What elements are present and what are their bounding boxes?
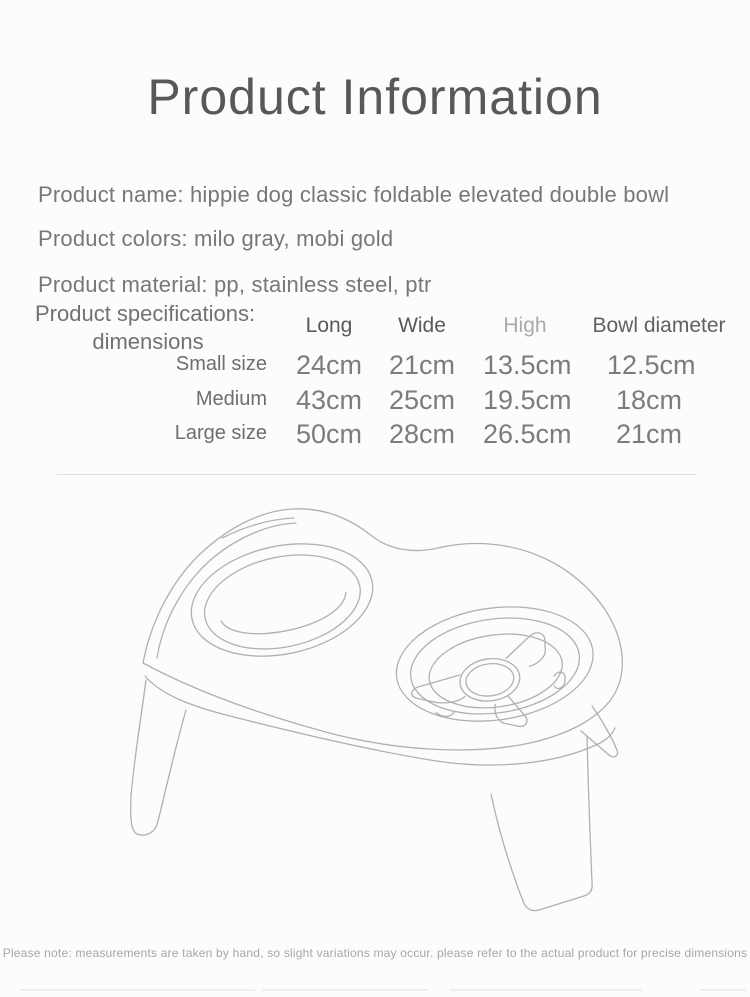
product-name-line: Product name: hippie dog classic foldable elevated double bowl bbox=[38, 182, 670, 207]
product-material-line: Product material: pp, stainless steel, ptr bbox=[38, 272, 432, 297]
left-bowl-hole bbox=[181, 528, 383, 672]
column-header-wide: Wide bbox=[398, 314, 446, 337]
section-divider bbox=[57, 474, 697, 475]
cell-large-high: 26.5cm bbox=[483, 419, 572, 449]
cell-medium-long: 43cm bbox=[295, 385, 363, 415]
page-bottom-divider bbox=[262, 989, 428, 991]
product-colors-line: Product colors: milo gray, mobi gold bbox=[38, 226, 394, 251]
page-title: Product Information bbox=[147, 69, 603, 125]
cell-medium-high: 19.5cm bbox=[483, 385, 572, 415]
row-label-small-size: Small size bbox=[175, 353, 267, 375]
cell-large-wide: 28cm bbox=[388, 419, 456, 449]
cell-large-long: 50cm bbox=[295, 419, 363, 449]
cell-large-bowl-diameter: 21cm bbox=[615, 419, 683, 449]
column-header-high: High bbox=[503, 314, 547, 337]
column-header-long: Long bbox=[305, 314, 353, 337]
row-label-medium: Medium bbox=[195, 388, 267, 410]
right-bowl-with-slow-feeder bbox=[389, 595, 602, 743]
row-label-large-size: Large size bbox=[174, 422, 267, 444]
page-bottom-divider bbox=[450, 989, 642, 991]
cell-small-high: 13.5cm bbox=[483, 350, 572, 380]
cell-small-wide: 21cm bbox=[388, 350, 456, 380]
page-bottom-divider bbox=[700, 989, 746, 991]
spec-table-label-line1: Product specifications: bbox=[35, 301, 256, 326]
cell-small-long: 24cm bbox=[295, 350, 363, 380]
page-bottom-divider bbox=[20, 989, 255, 991]
cell-medium-bowl-diameter: 18cm bbox=[615, 385, 683, 415]
cell-medium-wide: 25cm bbox=[388, 385, 456, 415]
cell-small-bowl-diameter: 12.5cm bbox=[607, 350, 696, 380]
elevated-double-bowl-line-drawing bbox=[100, 498, 640, 928]
measurement-disclaimer: Please note: measurements are taken by hand, so slight variations may occur. please refer to the actual product for precise dimensions bbox=[2, 946, 748, 960]
tabletop bbox=[143, 509, 622, 765]
legs bbox=[131, 680, 618, 911]
column-header-bowl-diameter: Bowl diameter bbox=[592, 314, 726, 337]
spec-table-label-line2: dimensions bbox=[92, 329, 204, 354]
